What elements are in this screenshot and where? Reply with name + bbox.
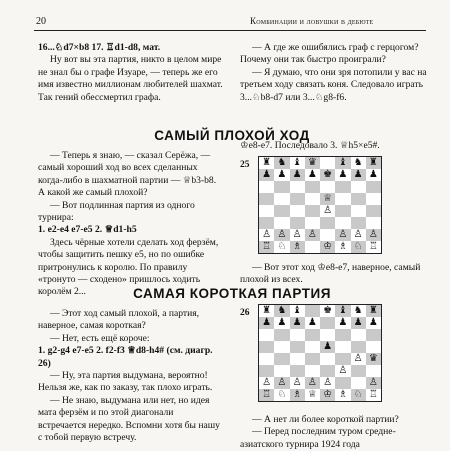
paragraph: — Не знаю, выдумана или нет, но идея мата ферзём и по этой диагонали встречается нередко. Вспомни хотя бы нашу с тобой первую встречу. [38,394,220,444]
diagram-number: 26 [240,308,250,318]
board-square [351,241,366,253]
diagram-number: 25 [240,160,250,170]
board-square [320,305,335,317]
chess-diagram-26 [258,304,382,402]
paragraph: Здесь чёрные хотели сделать ход ферзём, чтобы защитить пешку е5, но по ошибке притронулись к королю. По правилу «тронуто — сходено» пришлось ходить королём 2... [38,236,219,298]
chess-piece: ♞ [353,157,363,168]
chess-piece: ♟ [338,317,348,328]
chess-piece: ♕ [323,193,333,204]
chess-piece: ♙ [262,377,272,388]
board-square [274,377,289,389]
board-square [274,317,289,329]
board-square [320,157,335,169]
board-square [366,205,381,217]
board-square [259,205,274,217]
board-square [274,181,289,193]
board-square [366,229,381,241]
board-square [335,353,350,365]
board-square [259,389,274,401]
board-square [274,241,289,253]
chess-piece: ♙ [277,377,287,388]
board-square [274,305,289,317]
board-square [305,241,320,253]
paragraph: — А где же ошибялись граф с герцогом? Почему они так быстро проиграли? [240,42,419,66]
chess-piece: ♜ [262,157,272,168]
board-square [290,305,305,317]
chess-piece: ♙ [262,229,272,240]
board-square [335,329,350,341]
board-square [366,353,381,365]
chess-piece: ♟ [353,169,363,180]
paragraph: Ну вот вы эта партия, никто в целом мире не знал бы о графе Изуаре, — теперь же его имя известно миллионам любителей шахмат. Так гений обессмертил графа. [38,54,223,103]
chess-piece: ♞ [277,157,287,168]
chess-piece: ♙ [277,229,287,240]
board-square [335,377,350,389]
header-rule [34,30,426,31]
paragraph: — Нет, есть ещё короче: [50,332,150,344]
move-line: 1. e2-e4 e7-e5 2. ♕d1-h5 [38,224,137,236]
chess-piece: ♗ [292,241,302,252]
chess-piece: ♟ [262,317,272,328]
board-square [259,305,274,317]
move-line: 16...♘d7×b8 17. ♖d1-d8, мат. [38,42,161,53]
chess-piece: ♖ [368,241,378,252]
chess-piece: ♔ [323,389,333,400]
board-square [351,169,366,181]
board-square [259,169,274,181]
paragraph: — А нет ли более короткой партии? [252,414,399,425]
chess-piece: ♟ [262,169,272,180]
chess-piece: ♗ [338,389,348,400]
board-square [290,353,305,365]
chess-piece: ♙ [292,229,302,240]
chess-piece: ♘ [353,241,363,252]
board-square [290,157,305,169]
board-square [305,365,320,377]
board-square [335,389,350,401]
board-square [335,169,350,181]
chess-piece: ♞ [353,305,363,316]
board-square [320,217,335,229]
chess-diagram-25 [258,156,382,254]
board-square [274,389,289,401]
board-square [259,241,274,253]
board-square [351,389,366,401]
board-square [290,241,305,253]
chess-piece: ♟ [307,317,317,328]
board-square [335,365,350,377]
board-square [351,157,366,169]
board-square [320,341,335,353]
chess-piece: ♘ [277,241,287,252]
board-square [366,389,381,401]
board-square [259,317,274,329]
section-heading-worst-move: САМЫЙ ПЛОХОЙ ХОД [154,128,310,143]
chess-piece: ♙ [307,377,317,388]
chess-piece: ♟ [292,317,302,328]
chess-piece: ♙ [368,229,378,240]
board-square [320,365,335,377]
board-square [320,241,335,253]
board-square [366,341,381,353]
board-square [351,205,366,217]
board-square [305,389,320,401]
chess-piece: ♟ [368,169,378,180]
board-square [259,341,274,353]
board-square [305,377,320,389]
board-square [351,317,366,329]
chess-piece: ♝ [292,305,302,316]
board-square [305,157,320,169]
chess-piece: ♔ [323,241,333,252]
board-square [351,353,366,365]
chess-piece: ♗ [338,241,348,252]
chess-piece: ♝ [338,305,348,316]
board-square [274,157,289,169]
board-square [305,205,320,217]
paragraph: — Теперь я знаю, — сказал Серёжа, — самый хороший ход во всех сделанных когда-либо в шахматной партии — ♕b3-b8. А какой же самый плохой? [38,150,217,199]
board-square [305,341,320,353]
board-square [366,217,381,229]
board-square [320,317,335,329]
board-square [274,205,289,217]
board-square [290,365,305,377]
board-square [320,389,335,401]
right-bottom-text [240,414,428,451]
chess-piece: ♙ [323,377,333,388]
board-square [290,329,305,341]
board-square [290,205,305,217]
board-square [366,377,381,389]
chess-piece: ♟ [338,169,348,180]
board-square [274,353,289,365]
board-square [351,217,366,229]
board-square [305,353,320,365]
board-square [320,193,335,205]
chess-piece: ♘ [277,389,287,400]
board-square [259,181,274,193]
board-square [274,341,289,353]
board-square [320,377,335,389]
board-square [290,217,305,229]
board-square [259,353,274,365]
chess-piece: ♚ [323,305,333,316]
running-title: Комбинации и ловушки в дебюте [250,16,374,26]
chess-piece: ♙ [368,377,378,388]
chess-piece: ♟ [323,341,333,352]
chess-piece: ♜ [368,157,378,168]
board-square [290,193,305,205]
board-square [366,329,381,341]
board-square [274,365,289,377]
chess-piece: ♙ [292,377,302,388]
board-square [366,241,381,253]
board-square [366,305,381,317]
board-square [320,329,335,341]
board-square [305,229,320,241]
board-square [335,181,350,193]
board-square [305,317,320,329]
board-square [351,329,366,341]
board-square [305,305,320,317]
board-square [274,169,289,181]
paragraph: — Этот ход самый плохой, а партия, наверное, самая короткая? [38,308,200,332]
left-top-text [38,42,226,104]
board-square [290,229,305,241]
board-square [351,341,366,353]
board-square [259,193,274,205]
chess-piece: ♟ [277,169,287,180]
left-mid-text [38,150,223,299]
left-bottom-text [38,308,223,444]
move-line: 1. g2-g4 e7-e5 2. f2-f3 ♕d8-h4# (см. диагр. 26) [38,345,213,369]
board-square [351,377,366,389]
chess-piece: ♜ [262,305,272,316]
board-square [366,365,381,377]
chess-piece: ♝ [338,157,348,168]
board-square [366,181,381,193]
chess-piece: ♘ [353,389,363,400]
board-square [335,217,350,229]
board-square [274,329,289,341]
board-square [290,377,305,389]
right-mid-top-text: ♔e8-e7. Последовало 3. ♕h5×e5#. [240,140,380,151]
chess-piece: ♙ [353,353,363,364]
board-square [259,229,274,241]
board-square [335,205,350,217]
board-square [259,377,274,389]
board-square [335,305,350,317]
board-square [259,217,274,229]
chess-piece: ♛ [307,157,317,168]
chess-piece: ♞ [277,305,287,316]
chess-piece: ♙ [323,205,333,216]
board-square [366,317,381,329]
paragraph: — Ну, эта партия выдумана, вероятно! Нельзя же, как по заказу, так плохо играть. [38,370,213,394]
board-square [305,217,320,229]
chess-piece: ♟ [368,317,378,328]
chess-piece: ♚ [323,169,333,180]
chess-piece: ♙ [338,365,348,376]
chess-piece: ♖ [262,241,272,252]
board-square [290,389,305,401]
chess-piece: ♙ [353,229,363,240]
board-square [274,193,289,205]
board-square [290,169,305,181]
board-square [335,193,350,205]
chess-piece: ♖ [262,389,272,400]
chess-piece: ♟ [353,317,363,328]
board-square [335,157,350,169]
board-square [320,229,335,241]
page-number: 20 [36,16,46,27]
chess-piece: ♟ [307,169,317,180]
board-square [305,329,320,341]
board-square [351,193,366,205]
board-square [259,365,274,377]
chess-piece: ♜ [368,305,378,316]
board-square [290,181,305,193]
board-square [305,169,320,181]
board-square [366,157,381,169]
board-square [335,229,350,241]
board-square [351,229,366,241]
board-square [351,181,366,193]
board-square [259,329,274,341]
board-square [335,341,350,353]
paragraph: — Я думаю, что они зря потопили у вас на третьем ходу связать коня. Следовало играть 3...♘b8-d7 или 3...♘g8-f6. [240,66,427,103]
board-square [366,169,381,181]
board-square [290,341,305,353]
board-square [305,193,320,205]
board-square [320,205,335,217]
paragraph: — Вот этот ход ♔e8-e7, наверное, самый плохой из всех. [240,262,421,286]
board-square [305,181,320,193]
chess-piece: ♖ [368,389,378,400]
chess-piece: ♝ [292,157,302,168]
paragraph: — Перед последним туром среднеазиатского турнира 1924 года [240,426,396,450]
chess-piece: ♛ [368,353,378,364]
board-square [320,181,335,193]
chess-piece: ♟ [277,317,287,328]
board-square [274,217,289,229]
chess-piece: ♙ [307,229,317,240]
chess-piece: ♕ [307,389,317,400]
chess-piece: ♟ [292,169,302,180]
board-square [366,193,381,205]
board-square [335,241,350,253]
board-square [351,365,366,377]
board-square [320,353,335,365]
board-square [259,157,274,169]
section-heading-shortest-game: САМАЯ КОРОТКАЯ ПАРТИЯ [133,286,331,301]
chess-piece: ♗ [292,389,302,400]
paragraph: — Вот подлинная партия из одного турнира: [38,199,195,224]
board-square [335,317,350,329]
board-square [320,169,335,181]
right-top-text [240,42,428,104]
board-square [290,317,305,329]
board-square [274,229,289,241]
chess-piece: ♙ [338,229,348,240]
board-square [351,305,366,317]
right-mid-text [240,262,428,287]
